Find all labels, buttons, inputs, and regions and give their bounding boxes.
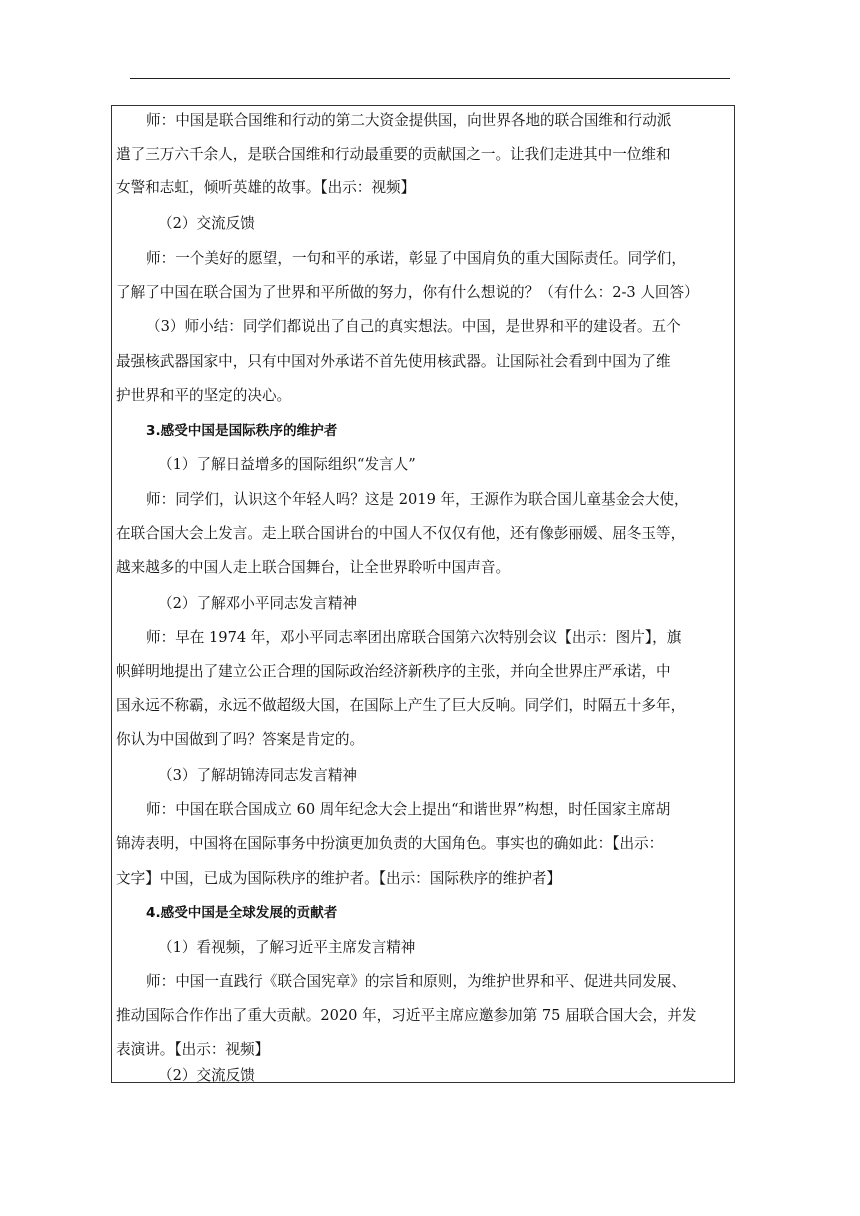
text-line: （2）交流反馈 — [158, 215, 255, 232]
text-line: 文字】中国，已成为国际秩序的维护者。【出示：国际秩序的维护者】 — [116, 870, 562, 887]
text-line: （1）了解日益增多的国际组织“发言人” — [158, 456, 416, 473]
header-rule — [130, 78, 730, 79]
text-line: （1）看视频，了解习近平主席发言精神 — [158, 939, 416, 956]
text-line: （2）了解邓小平同志发言精神 — [158, 595, 358, 612]
text-line: （3）师小结：同学们都说出了自己的真实想法。中国，是世界和平的建设者。五个 — [146, 318, 681, 335]
text-line: 遣了三万六千余人，是联合国维和行动最重要的贡献国之一。让我们走进其中一位维和 — [116, 146, 671, 163]
text-line: 越来越多的中国人走上联合国舞台，让全世界聆听中国声音。 — [116, 559, 511, 576]
text-line: 师：早在 1974 年，邓小平同志率团出席联合国第六次特别会议【出示：图片】，旗 — [146, 629, 682, 646]
text-line: 最强核武器国家中，只有中国对外承诺不首先使用核武器。让国际社会看到中国为了维 — [116, 353, 671, 370]
text-line: 师：中国是联合国维和行动的第二大资金提供国，向世界各地的联合国维和行动派 — [146, 112, 672, 129]
text-line: （2）交流反馈 — [158, 1067, 255, 1084]
text-line: 师：中国在联合国成立 60 周年纪念大会上提出“和谐世界”构想，时任国家主席胡 — [146, 801, 671, 818]
text-line: 师：一个美好的愿望，一句和平的承诺，彰显了中国肩负的重大国际责任。同学们， — [146, 250, 686, 267]
text-line: 护世界和平的坚定的决心。 — [116, 387, 292, 404]
text-line: 推动国际合作作出了重大贡献。2020 年，习近平主席应邀参加第 75 届联合国大会，并发 — [116, 1007, 697, 1024]
text-line: 了解了中国在联合国为了世界和平所做的努力，你有什么想说的？（有什么：2-3 人回答） — [116, 284, 699, 301]
text-line: 在联合国大会上发言。走上联合国讲台的中国人不仅仅有他，还有像彭丽媛、屈冬玉等， — [116, 525, 686, 542]
text-line: 锦涛表明，中国将在国际事务中扮演更加负责的大国角色。事实也的确如此：【出示： — [116, 835, 664, 852]
text-line: （3）了解胡锦涛同志发言精神 — [158, 767, 358, 784]
text-line: 表演讲。【出示：视频】 — [116, 1041, 270, 1058]
text-line: 国永远不称霸，永远不做超级大国，在国际上产生了巨大反响。同学们，时隔五十多年， — [116, 697, 686, 714]
text-line: 师：同学们，认识这个年轻人吗？这是 2019 年，王源作为联合国儿童基金会大使， — [146, 491, 689, 508]
text-line: 你认为中国做到了吗？答案是肯定的。 — [116, 731, 365, 748]
section-heading: 3.感受中国是国际秩序的维护者 — [146, 423, 338, 439]
text-line: 女警和志虹，倾听英雄的故事。【出示：视频】 — [116, 179, 416, 196]
section-heading: 4.感受中国是全球发展的贡献者 — [146, 905, 338, 921]
lesson-content-box — [111, 105, 735, 1083]
text-line: 帜鲜明地提出了建立公正合理的国际政治经济新秩序的主张，并向全世界庄严承诺，中 — [116, 663, 671, 680]
text-line: 师：中国一直践行《联合国宪章》的宗旨和原则，为维护世界和平、促进共同发展、 — [146, 973, 686, 990]
